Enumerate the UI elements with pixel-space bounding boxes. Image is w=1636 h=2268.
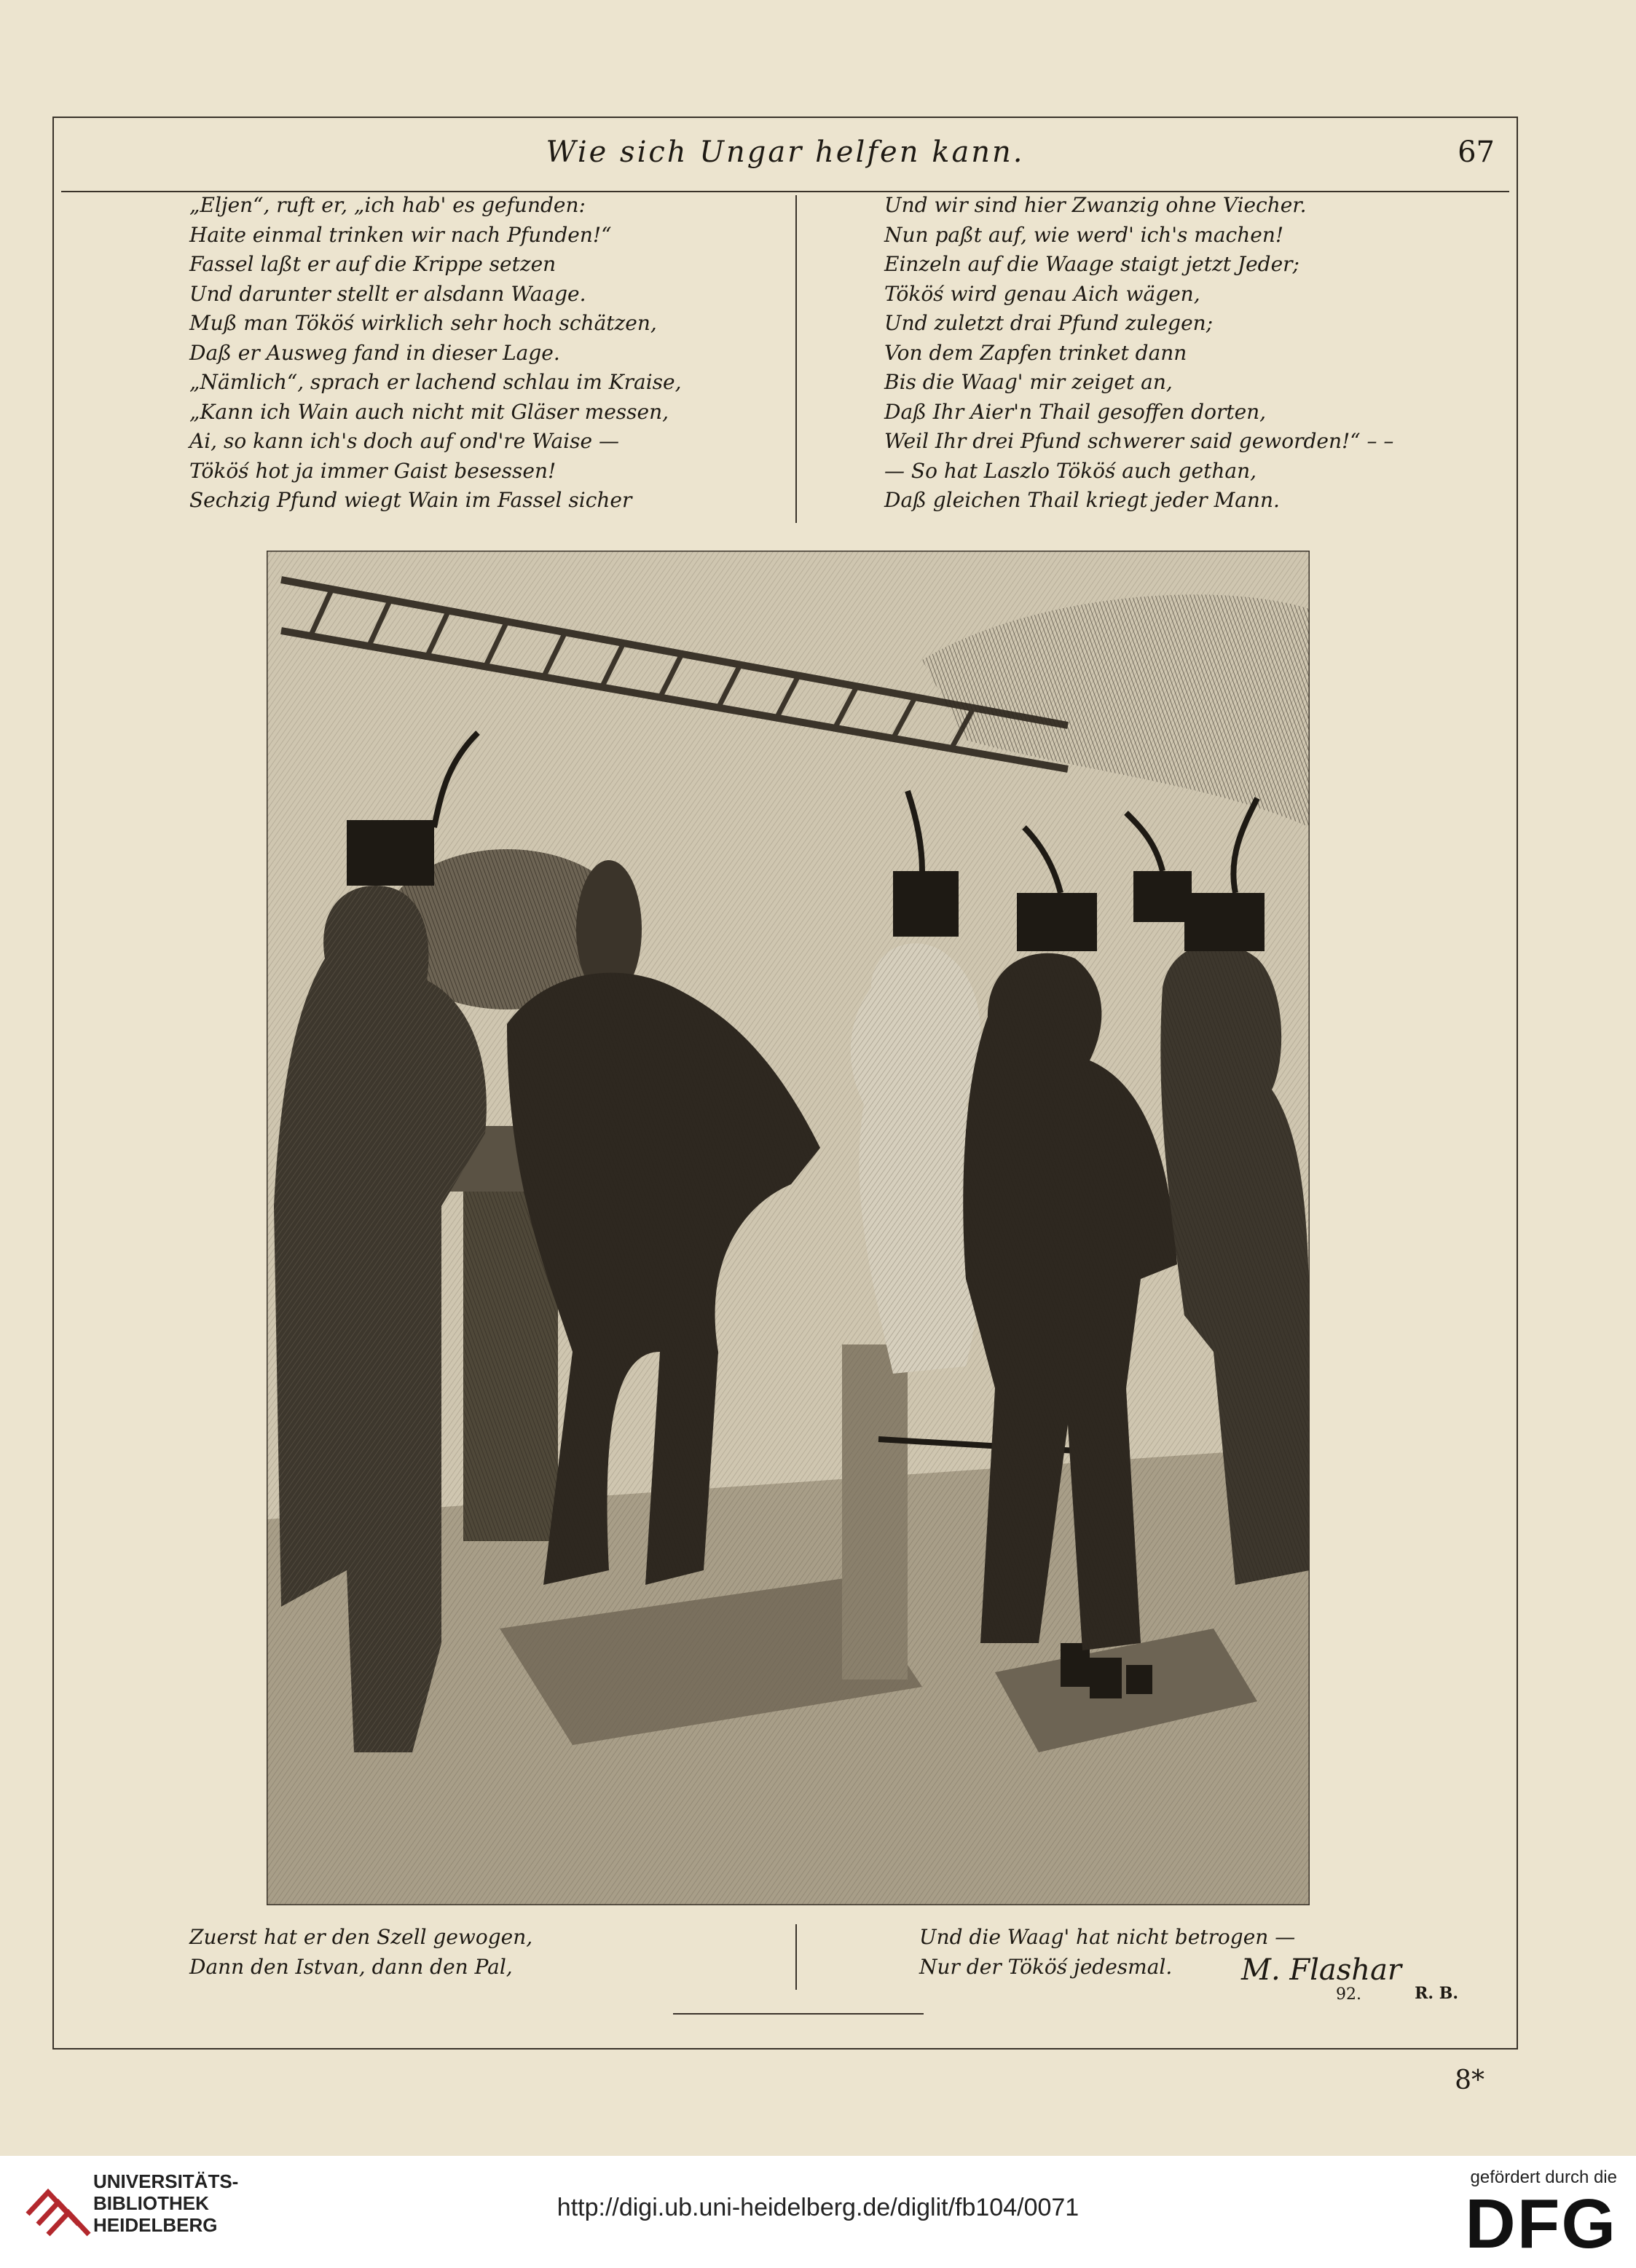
- verse-line: „Nämlich“, sprach er lachend schlau im Kraise,: [189, 370, 682, 394]
- verse-line: Sechzig Pfund wiegt Wain im Fassel sicher: [189, 488, 632, 512]
- verse-line: Einzeln auf die Waage staigt jetzt Jeder;: [884, 252, 1299, 276]
- verse-line: „Kann ich Wain auch nicht mit Gläser messen,: [189, 399, 669, 424]
- page-title: Wie sich Ungar helfen kann.: [546, 135, 1025, 169]
- verse-line: Tököś hot ja immer Gaist besessen!: [189, 458, 557, 483]
- verse-line: Ai, so kann ich's doch auf ond're Waise —: [189, 429, 619, 453]
- verse-line: „Eljen“, ruft er, „ich hab' es gefunden:: [189, 193, 586, 217]
- institution-name: UNIVERSITÄTS- BIBLIOTHEK HEIDELBERG: [93, 2170, 239, 2236]
- verse-line: Muß man Tököś wirklich sehr hoch schätzen,: [189, 311, 657, 335]
- verse-line: Und wir sind hier Zwanzig ohne Viecher.: [884, 193, 1307, 217]
- column-divider: [795, 1924, 797, 1990]
- page-number: 67: [1458, 135, 1495, 169]
- verse-line: Bis die Waag' mir zeiget an,: [884, 370, 1173, 394]
- end-rule: [673, 2013, 924, 2015]
- dfg-logo: DFG: [1465, 2185, 1617, 2263]
- verse-line: Von dem Zapfen trinket dann: [884, 340, 1187, 365]
- artist-year: 92.: [1336, 1985, 1361, 2004]
- verse-column-right: [884, 191, 1393, 516]
- author-initials: R. B.: [1415, 1984, 1458, 2003]
- verse-line: Daß er Ausweg fand in dieser Lage.: [189, 340, 560, 365]
- verse-line: — So hat Laszlo Tököś auch gethan,: [884, 458, 1257, 483]
- column-divider: [795, 195, 797, 523]
- verse-line: Und darunter stellt er alsdann Waage.: [189, 281, 586, 306]
- verse-line: Zuerst hat er den Szell gewogen,: [189, 1925, 533, 1949]
- page-header: [54, 135, 1517, 179]
- artist-signature: M. Flashar: [1241, 1953, 1402, 1987]
- page-frame: [52, 117, 1518, 2050]
- engraving-illustration: [267, 551, 1310, 1905]
- verse-line: Weil Ihr drei Pfund schwerer said geworden!“ – –: [884, 429, 1394, 453]
- sheet-number: 8*: [1455, 2066, 1484, 2095]
- verse-column-left: [189, 191, 682, 516]
- verse-line: Nur der Tököś jedesmal.: [919, 1954, 1173, 1979]
- verse-column-right-bottom: [919, 1923, 1295, 1982]
- verse-line: Und die Waag' hat nicht betrogen —: [919, 1925, 1296, 1949]
- source-url-link[interactable]: http://digi.ub.uni-heidelberg.de/diglit/fb104/0071: [557, 2194, 1079, 2221]
- verse-line: Tököś wird genau Aich wägen,: [884, 281, 1200, 306]
- verse-line: Daß Ihr Aier'n Thail gesoffen dorten,: [884, 399, 1267, 424]
- verse-line: Nun paßt auf, wie werd' ich's machen!: [884, 222, 1284, 247]
- verse-column-left-bottom: [189, 1923, 532, 1982]
- sponsor-caption: gefördert durch die: [1470, 2167, 1617, 2187]
- digitization-footer: [0, 2156, 1636, 2268]
- verse-line: Und zuletzt drai Pfund zulegen;: [884, 311, 1214, 335]
- verse-line: Daß gleichen Thail kriegt jeder Mann.: [884, 488, 1280, 512]
- illustration-art: [267, 551, 1310, 1905]
- verse-line: Haite einmal trinken wir nach Pfunden!“: [189, 222, 612, 247]
- verse-line: Dann den Istvan, dann den Pal,: [189, 1954, 513, 1979]
- verse-line: Fassel laßt er auf die Krippe setzen: [189, 252, 557, 276]
